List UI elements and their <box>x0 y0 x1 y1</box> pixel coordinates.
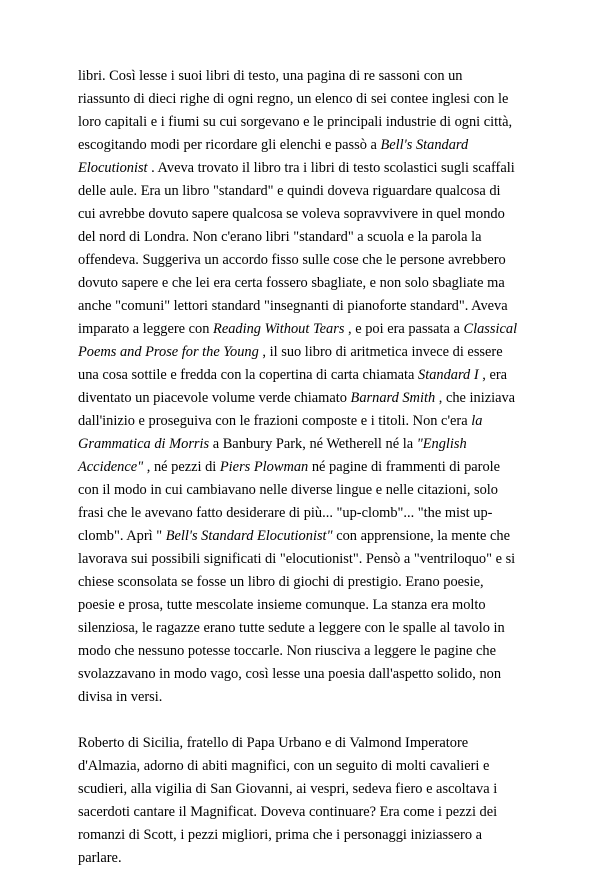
italic-title-text: Bell's Standard <box>380 137 469 153</box>
text-run: lavorava sui possibili significati di "elocutionist". Pensò a "ventriloquo" e si <box>78 551 516 567</box>
text-run: modo che nessuno potesse toccarle. Non riusciva a leggere le pagine che <box>78 643 496 659</box>
text-run: diventato un piacevole volume verde chiamato <box>78 390 351 406</box>
text-run: loro capitali e i fiumi su cui sorgevano e le principali industrie di ogni città, <box>78 114 513 130</box>
italic-title-text: Standard I <box>418 367 479 383</box>
text-run: silenziosa, le ragazze erano tutte sedute a leggere con le spalle al tavolo in <box>78 620 505 636</box>
italic-title-text: Poems and Prose for the Young <box>78 344 259 360</box>
italic-title-text: Piers Plowman <box>219 459 309 475</box>
italic-title-text: Classical <box>463 321 518 337</box>
text-run: romanzi di Scott, i pezzi migliori, prima che i personaggi iniziassero a <box>78 827 483 843</box>
text-run: delle aule. Era un libro "standard" e quindi doveva riguardare qualcosa di <box>78 183 501 199</box>
text-run: riassunto di dieci righe di ogni regno, un elenco di sei contee inglesi con le <box>78 91 509 107</box>
italic-title-text: Bell's Standard Elocutionist" <box>165 528 333 544</box>
text-run: Roberto di Sicilia, fratello di Papa Urbano e di Valmond Imperatore <box>78 735 469 751</box>
text-run: con apprensione, la mente che <box>332 528 511 544</box>
text-run: offendeva. Suggeriva un accordo fisso sulle cose che le persone avrebbero <box>78 252 506 268</box>
paragraph-1 <box>78 65 542 709</box>
text-run: , che iniziava <box>435 390 516 406</box>
text-run: parlare. <box>78 850 122 866</box>
text-run: a Banbury Park, né Wetherell né la <box>209 436 417 452</box>
text-run: divisa in versi. <box>78 689 163 705</box>
text-run: libri. Così lesse i suoi libri di testo, una pagina di re sassoni con un <box>78 68 463 84</box>
text-run: svolazzavano in modo vago, così lesse una poesia dall'aspetto solido, non <box>78 666 502 682</box>
text-run: . Aveva trovato il libro tra i libri di testo scolastici sugli scaffali <box>147 160 515 176</box>
text-run: imparato a leggere con <box>78 321 214 337</box>
text-run: cui avrebbe dovuto sapere qualcosa se voleva sopravvivere in quel mondo <box>78 206 505 222</box>
italic-title-text: Accidence" <box>78 459 144 475</box>
text-run: escogitando modi per ricordare gli elenchi e passò a <box>78 137 381 153</box>
text-run: dovuto sapere e che lei era certa fossero sbagliate, e non solo sbagliate ma <box>78 275 505 291</box>
text-run: frasi che le avevano fatto desiderare di più... "up-clomb"... "the mist up- <box>78 505 493 521</box>
text-run: sacerdoti cantare il Magnificat. Doveva continuare? Era come i pezzi dei <box>78 804 498 820</box>
text-run: , né pezzi di <box>143 459 220 475</box>
text-run: , il suo libro di aritmetica invece di essere <box>258 344 503 360</box>
italic-title-text: la <box>471 413 483 429</box>
text-run: , era <box>478 367 508 383</box>
text-run: scudieri, alla vigilia di San Giovanni, ai vespri, sedeva fiero e ascoltava i <box>78 781 498 797</box>
text-run: del nord di Londra. Non c'erano libri "standard" a scuola e la parola la <box>78 229 482 245</box>
text-run: anche "comuni" lettori standard "insegnanti di pianoforte standard". Aveva <box>78 298 508 314</box>
italic-title-text: "English <box>416 436 467 452</box>
text-run: clomb". Aprì " <box>78 528 166 544</box>
italic-title-text: Elocutionist <box>78 160 148 176</box>
text-run: d'Almazia, adorno di abiti magnifici, con un seguito di molti cavalieri e <box>78 758 490 774</box>
text-run: con il modo in cui cambiavano nelle diverse lingue e nelle citazioni, solo <box>78 482 498 498</box>
italic-title-text: Barnard Smith <box>350 390 436 406</box>
italic-title-text: Reading Without Tears <box>213 321 345 337</box>
text-run: chiese sconsolata se fosse un libro di giochi di prestigio. Erano poesie, <box>78 574 484 590</box>
text-run: poesie e prosa, tutte mescolate insieme comunque. La stanza era molto <box>78 597 486 613</box>
text-run: né pagine di frammenti di parole <box>308 459 501 475</box>
text-run: , e poi era passata a <box>344 321 464 337</box>
text-run: dall'inizio e proseguiva con le frazioni composte e i titoli. Non c'era <box>78 413 472 429</box>
paragraph-2 <box>78 732 542 870</box>
italic-title-text: Grammatica di Morris <box>78 436 210 452</box>
text-run: una cosa sottile e fredda con la copertina di carta chiamata <box>78 367 419 383</box>
